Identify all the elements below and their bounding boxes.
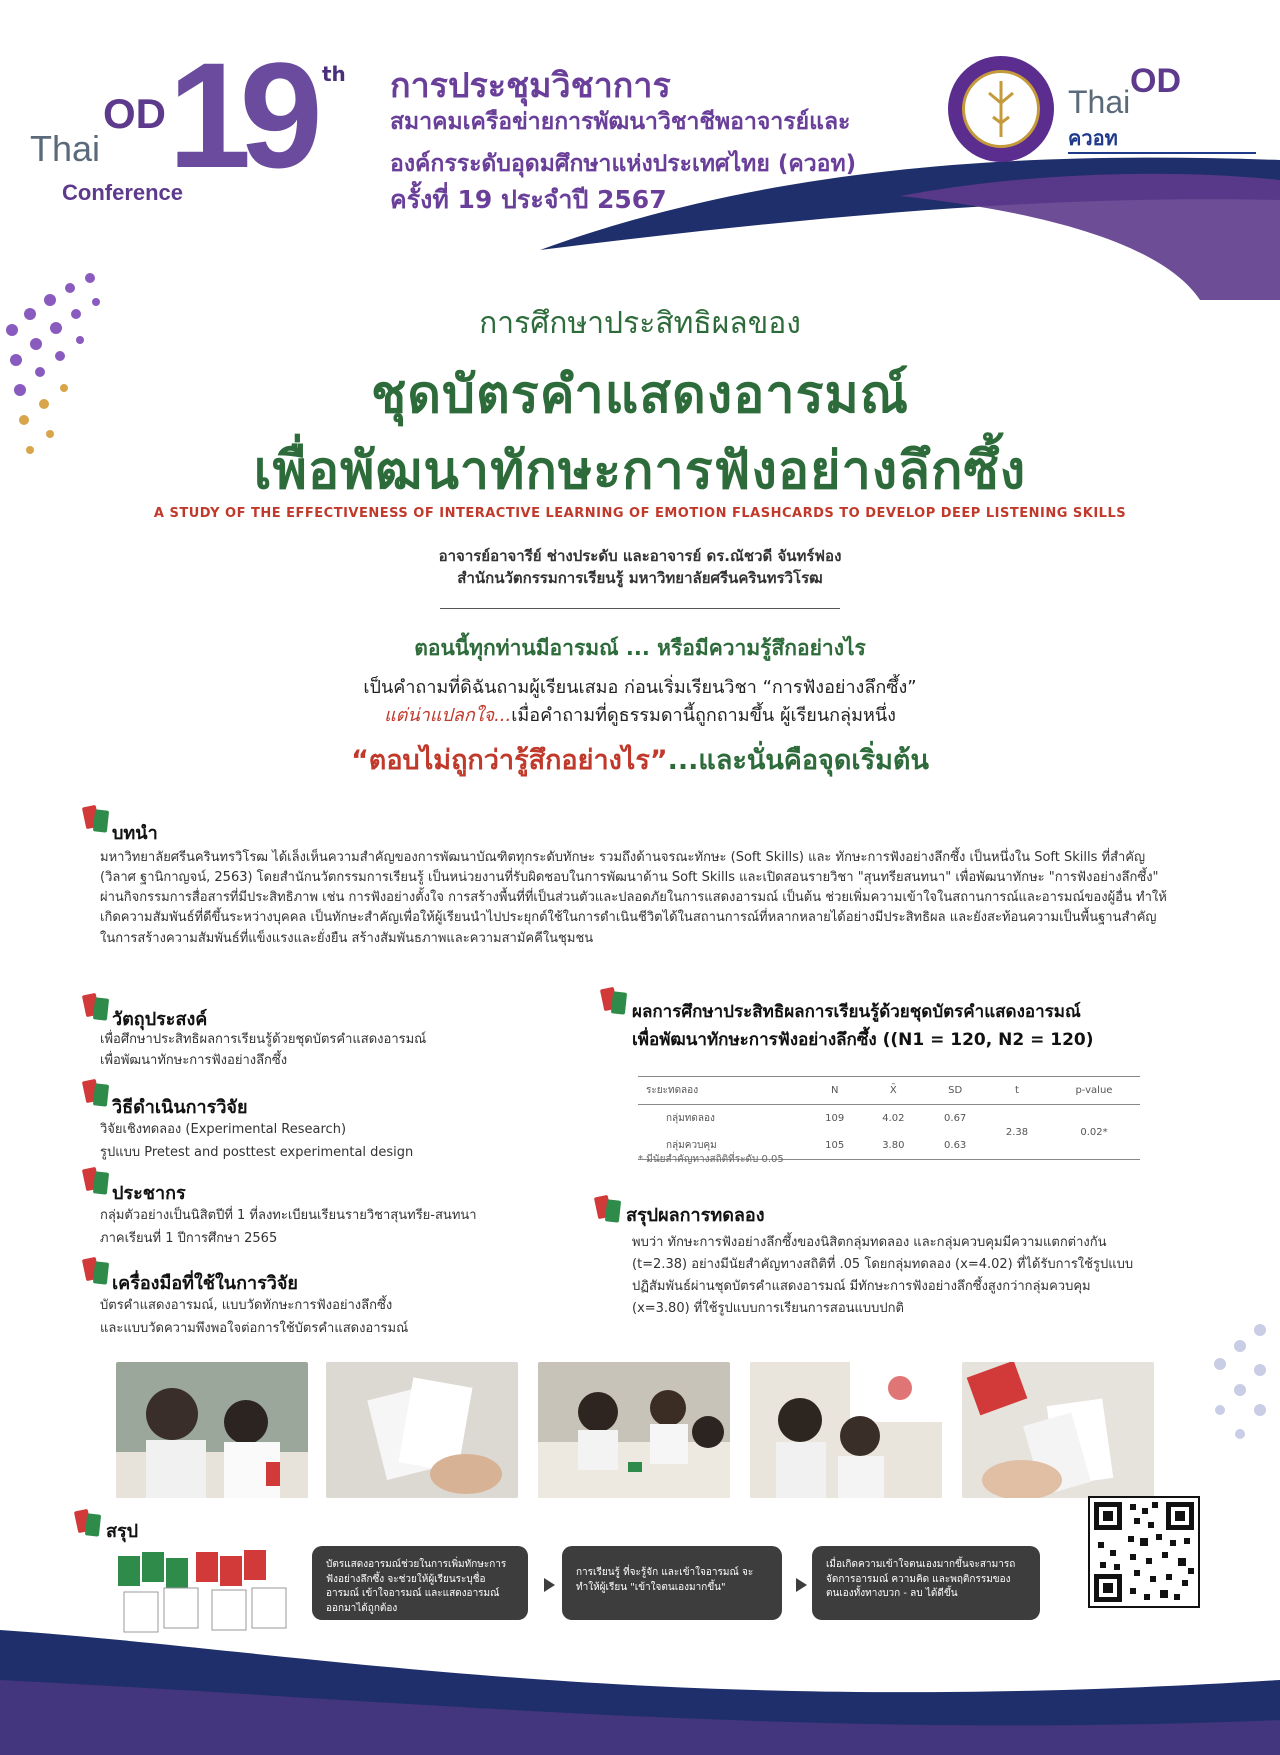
photo-classroom-activity: [538, 1362, 730, 1498]
photo-flashcards-closeup: [962, 1362, 1154, 1498]
method-line-2: รูปแบบ Pretest and posttest experimental design: [100, 1145, 414, 1160]
objective-line-2: เพื่อพัฒนาทักษะการฟังอย่างลึกซึ้ง: [100, 1053, 288, 1068]
seal-emblem-icon: [962, 70, 1040, 148]
thai-od-logo-text: Thai: [30, 128, 101, 169]
results-title-line-2: เพื่อพัฒนาทักษะการฟังอย่างลึกซึ้ง ((N1 = 120, N2 = 120): [632, 1030, 1094, 1050]
table-header-cell: ระยะทดลอง: [638, 1077, 807, 1105]
title-english: A STUDY OF THE EFFECTIVENESS OF INTERACTIVE LEARNING OF EMOTION FLASHCARDS TO DEVELOP DEEP LISTENING SKILLS: [153, 506, 1127, 521]
conference-line-2: องค์กรระดับอุดมศึกษาแห่งประเทศไทย (ควอท): [390, 151, 857, 177]
flashcard-icon: [84, 1258, 112, 1290]
table-header-cell: SD: [924, 1077, 986, 1105]
logo-divider: [1068, 152, 1256, 154]
nineteenth-logo-suffix: th: [322, 62, 346, 86]
flashcard-icon: [84, 806, 112, 838]
table-header-row: [638, 1077, 1140, 1105]
conference-title: การประชุมวิชาการ: [390, 66, 671, 106]
population-line-1: กลุ่มตัวอย่างเป็นนิสิตปีที่ 1 ที่ลงทะเบียนเรียนรายวิชาสุนทรีย-สนทนา: [100, 1208, 477, 1223]
arrow-right-icon: [796, 1578, 807, 1592]
results-table: [638, 1076, 1140, 1160]
table-cell: 0.67: [944, 1113, 967, 1124]
intro-title: บทนำ: [112, 823, 158, 844]
affiliation-divider: [440, 608, 840, 609]
flashcard-stack-illustration: [112, 1548, 302, 1638]
hook-line-3-rest: เมื่อคำถามที่ดูธรรมดานี้ถูกถามขึ้น ผู้เรียนกลุ่มหนึ่ง: [511, 705, 896, 726]
method-line-1: วิจัยเชิงทดลอง (Experimental Research): [100, 1122, 347, 1137]
table-cell-t: 2.38: [986, 1105, 1048, 1160]
table-cell-p: 0.02*: [1048, 1105, 1140, 1160]
flashcard-icon: [596, 1196, 624, 1228]
conclusion-flow-step-1: บัตรแสดงอารมณ์ช่วยในการเพิ่มทักษะการฟังอย่างลึกซึ้ง จะช่วยให้ผู้เรียนระบุชื่ออารมณ์ เข้าใจอารมณ์ และแสดงอารมณ์ออกมาได้ถูกต้อง: [312, 1546, 528, 1620]
table-header-cell: p-value: [1048, 1077, 1140, 1105]
flashcard-icon: [84, 1080, 112, 1112]
authors: อาจารย์อาจารีย์ ช่างประดับ และอาจารย์ ดร.ณัชวดี จันทร์ฟอง: [438, 547, 842, 565]
summary-body: พบว่า ทักษะการฟังอย่างลึกซึ้งของนิสิตกลุ่มทดลอง และกลุ่มควบคุมมีความแตกต่างกัน (t=2.38) อย่างมีนัยสำคัญทางสถิติที่ .05 โดยกลุ่มทดลอง (x=4.02) ที่ได้รับการใช้รูปแบบปฏิสัมพันธ์ผ่านชุดบัตรคำแสดงอารมณ์ มีทักษะการฟังอย่างลึกซึ้งสูงกว่ากลุ่มควบคุม (x=3.80) ที่ใช้รูปแบบการเรียนการสอนแบบปกติ: [632, 1235, 1134, 1317]
table-header-cell: N: [807, 1077, 862, 1105]
table-cell: กลุ่มควบคุม: [638, 1132, 807, 1160]
table-cell: 4.02: [882, 1113, 905, 1124]
conference-logo-label: Conference: [62, 180, 184, 205]
conference-line-3: ครั้งที่ 19 ประจำปี 2567: [390, 185, 667, 214]
method-title: วิธีดำเนินการวิจัย: [112, 1097, 248, 1118]
title-main-line-2: เพื่อพัฒนาทักษะการฟังอย่างลึกซึ้ง: [253, 441, 1027, 501]
flashcard-icon: [76, 1510, 104, 1542]
table-row: [638, 1105, 1140, 1133]
objective-title: วัตถุประสงค์: [112, 1009, 208, 1030]
photo-students-laughing: [116, 1362, 308, 1498]
conclusion-flow-step-2: การเรียนรู้ ที่จะรู้จัก และเข้าใจอารมณ์ จะทำให้ผู้เรียน "เข้าใจตนเองมากขึ้น": [562, 1546, 782, 1620]
hook-line-3-highlight: แต่น่าแปลกใจ...: [384, 705, 512, 726]
kwot-logo-abbr: ควอท: [1068, 126, 1118, 150]
od-logo-right-mark: OD: [1130, 62, 1181, 100]
table-cell: 109: [825, 1113, 845, 1124]
tools-line-1: บัตรคำแสดงอารมณ์, แบบวัดทักษะการฟังอย่างลึกซึ้ง: [100, 1298, 393, 1313]
table-header-cell: X̄: [862, 1077, 924, 1105]
table-header-cell: t: [986, 1077, 1048, 1105]
results-title-line-1: ผลการศึกษาประสิทธิผลการเรียนรู้ด้วยชุดบัตรคำแสดงอารมณ์: [632, 1002, 1081, 1022]
hook-line-3: [0, 700, 1280, 729]
objective-line-1: เพื่อศึกษาประสิทธิผลการเรียนรู้ด้วยชุดบัตรคำแสดงอารมณ์: [100, 1032, 427, 1047]
table-note: * มีนัยสำคัญทางสถิติที่ระดับ 0.05: [638, 1154, 784, 1165]
dot-pattern-right: [1150, 1310, 1280, 1490]
flashcard-icon: [84, 994, 112, 1026]
arrow-right-icon: [544, 1578, 555, 1592]
intro-body: มหาวิทยาลัยศรีนครินทรวิโรฒ ได้เล็งเห็นความสำคัญของการพัฒนาบัณฑิตทุกระดับทักษะ รวมถึงด้านจรณะทักษะ (Soft Skills) และ ทักษะการฟังอย่างลึกซึ้ง เป็นหนึ่งใน Soft Skills ที่สำคัญ (วิลาศ ฐานิกาญจน์, 2563) โดยสำนักนวัตกรรมการเรียนรู้ เป็นหน่วยงานที่รับผิดชอบในการพัฒนาด้าน Soft Skills และเปิดสอนรายวิชา "สุนทรียสนทนา" เพื่อพัฒนาทักษะ "การฟังอย่างลึกซึ้ง" ผ่านกิจกรรมการสื่อสารที่มีประสิทธิภาพ เช่น การฟังอย่างตั้งใจ การสร้างพื้นที่ที่เป็นส่วนตัวและปลอดภัยในการแสดงอารมณ์ เป็นต้น ช่วยเพิ่มความเข้าใจในสถานการณ์และอารมณ์ของผู้อื่น ทำให้เกิดความสัมพันธ์ที่ดีขึ้นระหว่างบุคคล เป็นทักษะสำคัญเพื่อให้ผู้เรียนนำไปประยุกต์ใช้ในการดำเนินชีวิตได้ในสถานการณ์ที่หลากหลายได้อย่างมีประสิทธิผล และยังสะท้อนความเป็นพื้นฐานสำคัญในการสร้างความสัมพันธ์ที่แข็งแรงและยั่งยืน สร้างสัมพันธภาพและความสามัคคีในชุมชน: [100, 850, 1167, 946]
population-title: ประชากร: [112, 1183, 186, 1204]
hook-line-4-highlight: “ตอบไม่ถูกว่ารู้สึกอย่างไร”: [351, 745, 668, 776]
summary-title: สรุปผลการทดลอง: [626, 1205, 765, 1226]
tools-line-2: และแบบวัดความพึงพอใจต่อการใช้บัตรคำแสดงอารมณ์: [100, 1321, 409, 1336]
title-prefix: การศึกษาประสิทธิผลของ: [479, 306, 801, 341]
photo-emotion-cards-in-hand: [326, 1362, 518, 1498]
od-logo-mark: OD: [103, 90, 166, 137]
photo-group-discussion: [750, 1362, 942, 1498]
table-cell: 105: [807, 1132, 862, 1160]
tools-title: เครื่องมือที่ใช้ในการวิจัย: [112, 1273, 298, 1294]
affiliation: สำนักนวัตกรรมการเรียนรู้ มหาวิทยาลัยศรีนครินทรวิโรฒ: [457, 569, 823, 587]
qr-code[interactable]: [1088, 1496, 1200, 1608]
conclusion-title: สรุป: [106, 1521, 139, 1542]
conclusion-flow-step-3: เมื่อเกิดความเข้าใจตนเองมากขึ้นจะสามารถจัดการอารมณ์ ความคิด และพฤติกรรมของตนเองทั้งทางบวก - ลบ ได้ดีขึ้น: [812, 1546, 1040, 1620]
flashcard-icon: [84, 1168, 112, 1200]
table-cell: 0.63: [924, 1132, 986, 1160]
hook-line-4: [0, 738, 1280, 781]
population-line-2: ภาคเรียนที่ 1 ปีการศึกษา 2565: [100, 1231, 278, 1246]
thai-od-logo-right-text: Thai: [1068, 84, 1131, 120]
hook-line-2: เป็นคำถามที่ดิฉันถามผู้เรียนเสมอ ก่อนเริ่มเรียนวิชา “การฟังอย่างลึกซึ้ง”: [363, 677, 917, 698]
hook-line-4-rest: ...และนั่นคือจุดเริ่มต้น: [667, 745, 929, 776]
table-cell: กลุ่มทดลอง: [666, 1113, 715, 1124]
hook-question: ตอนนี้ทุกท่านมีอารมณ์ ... หรือมีความรู้สึกอย่างไร: [414, 636, 866, 660]
table-cell: 3.80: [862, 1132, 924, 1160]
title-main-line-1: ชุดบัตรคำแสดงอารมณ์: [370, 365, 910, 425]
nineteenth-logo-number: 19: [168, 31, 311, 199]
conference-line-1: สมาคมเครือข่ายการพัฒนาวิชาชีพอาจารย์และ: [390, 109, 851, 135]
flashcard-icon: [602, 988, 630, 1020]
